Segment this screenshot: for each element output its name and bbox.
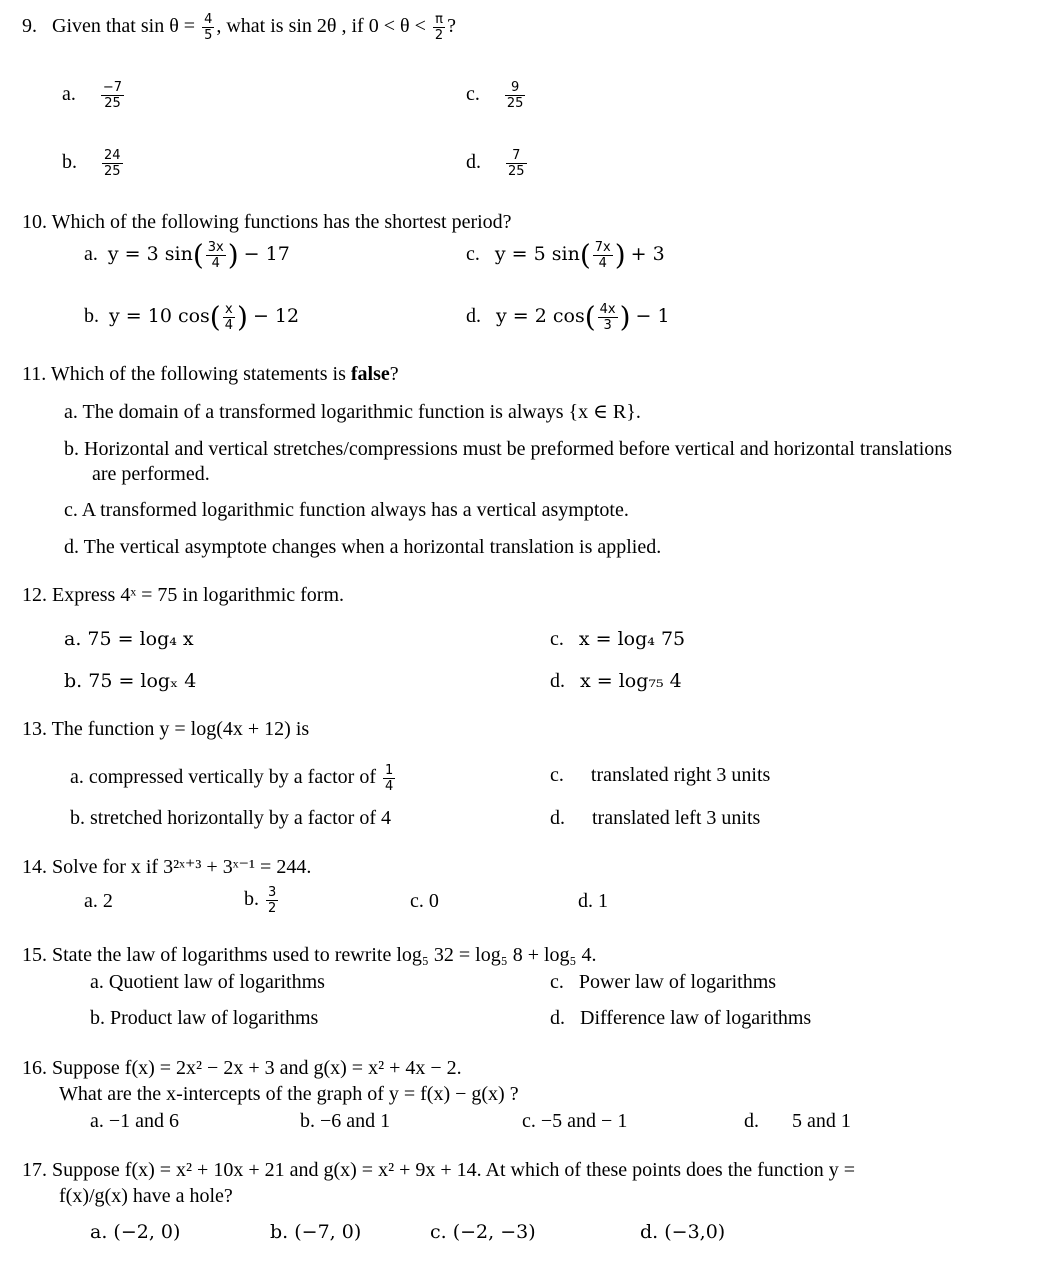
fraction: $\frac{3}{2}$: [268, 885, 277, 916]
option-text: Power law of logarithms: [578, 971, 777, 993]
equation: y = 2 cos: [496, 305, 585, 328]
question-11: [22, 362, 399, 386]
option-a[interactable]: a. 75 = log₄ x: [64, 628, 194, 650]
question-text: Which of the following functions has the shortest period?: [51, 211, 512, 233]
option-letter: d.: [744, 1110, 759, 1132]
fraction: $\frac{\pi}{2}$: [434, 12, 444, 43]
equation: y = 3 sin: [107, 243, 193, 266]
option-b[interactable]: b. Product law of logarithms: [90, 1007, 319, 1029]
option-d[interactable]: d. The vertical asymptote changes when a horizontal translation is applied.: [64, 536, 662, 558]
option-a[interactable]: a. −1 and 6: [90, 1110, 180, 1132]
question-17: [22, 1158, 855, 1182]
option-b[interactable]: b. (−7, 0): [270, 1221, 362, 1243]
question-number: 12.: [22, 584, 47, 606]
option-text: Difference law of logarithms: [580, 1007, 812, 1029]
option-b[interactable]: b. Horizontal and vertical stretches/compressions must be preformed before vertical and horizontal translations: [64, 438, 953, 460]
question-12: [22, 583, 344, 607]
option-a[interactable]: a. 2: [84, 890, 113, 912]
option-a[interactable]: [70, 763, 397, 794]
option-b[interactable]: b. stretched horizontally by a factor of 4: [70, 807, 391, 829]
option-letter: a.: [84, 243, 98, 266]
option-letter: c.: [550, 971, 564, 993]
option-a[interactable]: a. The domain of a transformed logarithmic function is always {x ∈ R}.: [64, 401, 641, 423]
option-letter: a.: [62, 83, 76, 106]
equation: − 12: [252, 305, 300, 328]
question-17-line-2: f(x)/g(x) have a hole?: [59, 1185, 233, 1207]
question-number: 11.: [22, 363, 47, 385]
fraction: $\frac{9}{25}$: [506, 80, 524, 111]
emphasis: false: [350, 363, 390, 385]
question-end: ?: [447, 15, 457, 38]
option-text: 5 and 1: [792, 1110, 851, 1132]
question-number: 15.: [22, 944, 47, 966]
option-text: translated right 3 units: [590, 764, 771, 786]
option-letter: d.: [550, 1007, 565, 1029]
equation: + 3: [630, 243, 665, 266]
option-d[interactable]: d. (−3,0): [640, 1221, 726, 1243]
option-text: translated left 3 units: [592, 807, 761, 829]
question-text: , what is sin 2θ , if 0 < θ <: [216, 15, 426, 38]
option-b[interactable]: b. y = 10 cos( $\frac{x}{4}$ ) − 12: [84, 300, 300, 334]
question-14: [22, 855, 311, 879]
question-text: State the law of logarithms used to rewrite log₅ 32 = log₅ 8 + log₅ 4.: [52, 944, 597, 966]
equation: x = log₇₅ 4: [580, 670, 682, 692]
question-text: Suppose f(x) = 2x² − 2x + 3 and g(x) = x² + 4x − 2.: [52, 1057, 462, 1079]
question-text: Which of the following statements is: [50, 363, 346, 385]
option-b[interactable]: [62, 148, 125, 179]
option-b[interactable]: b. −6 and 1: [300, 1110, 391, 1132]
question-number: 14.: [22, 856, 47, 878]
fraction: $\frac{3x}{4}$: [207, 240, 224, 271]
question-number: 10.: [22, 211, 47, 233]
option-b-continued[interactable]: are performed.: [92, 463, 210, 485]
option-letter: d.: [466, 305, 481, 328]
option-c[interactable]: c. y = 5 sin( $\frac{7x}{4}$ ) + 3: [466, 238, 665, 272]
question-number: 9.: [22, 15, 37, 38]
option-d[interactable]: [550, 1006, 811, 1030]
option-c[interactable]: [550, 627, 685, 651]
fraction: $\frac{7}{25}$: [508, 148, 525, 179]
option-letter: d.: [466, 151, 481, 174]
option-letter: c.: [550, 764, 564, 786]
option-a[interactable]: a. y = 3 sin( $\frac{3x}{4}$ ) − 17: [84, 238, 290, 272]
fraction: $\frac{x}{4}$: [224, 302, 233, 333]
option-letter: c.: [466, 243, 480, 266]
question-text: Suppose f(x) = x² + 10x + 21 and g(x) = x² + 9x + 14. At which of these points does the function y =: [52, 1159, 856, 1181]
option-letter: d.: [550, 807, 565, 829]
option-d[interactable]: [466, 148, 529, 179]
question-number: 13.: [22, 718, 47, 740]
option-d[interactable]: d. 1: [578, 890, 608, 912]
option-letter: c.: [550, 628, 564, 650]
option-c[interactable]: [550, 763, 770, 787]
fraction: $\frac{-7}{25}$: [102, 80, 123, 111]
equation: y = 10 cos: [109, 305, 210, 328]
option-a[interactable]: [62, 80, 126, 111]
question-15: [22, 943, 597, 967]
fraction: $\frac{4}{5}$: [204, 12, 213, 43]
question-text: Given that sin θ =: [52, 15, 196, 38]
question-end: ?: [389, 363, 399, 385]
option-letter: c.: [466, 83, 480, 106]
fraction: $\frac{24}{25}$: [104, 148, 121, 179]
question-16: [22, 1056, 462, 1080]
option-letter: d.: [550, 670, 565, 692]
option-c[interactable]: c. 0: [410, 890, 439, 912]
option-a[interactable]: a. Quotient law of logarithms: [90, 971, 325, 993]
question-text: The function y = log(4x + 12) is: [51, 718, 310, 740]
option-c[interactable]: c. −5 and − 1: [522, 1110, 628, 1132]
equation: − 1: [635, 305, 670, 328]
option-letter: b.: [244, 888, 259, 911]
fraction: $\frac{4x}{3}$: [599, 302, 616, 333]
equation: y = 5 sin: [494, 243, 580, 266]
fraction: $\frac{7x}{4}$: [594, 240, 611, 271]
option-c[interactable]: c. A transformed logarithmic function always has a vertical asymptote.: [64, 499, 629, 521]
option-d[interactable]: [550, 669, 682, 693]
question-text: Express 4ˣ = 75 in logarithmic form.: [52, 584, 345, 606]
option-letter: b.: [84, 305, 99, 328]
option-text: a. compressed vertically by a factor of: [70, 766, 376, 789]
option-letter: b.: [62, 151, 77, 174]
question-13: [22, 717, 309, 741]
question-9: [22, 12, 456, 43]
question-text: Solve for x if 3²ˣ⁺³ + 3ˣ⁻¹ = 244.: [52, 856, 312, 878]
option-c[interactable]: c. (−2, −3): [430, 1221, 536, 1243]
option-b[interactable]: b. 75 = logₓ 4: [64, 670, 197, 692]
option-d[interactable]: [550, 806, 760, 830]
option-c[interactable]: [466, 80, 527, 111]
question-10: [22, 210, 512, 234]
option-a[interactable]: a. (−2, 0): [90, 1221, 181, 1243]
option-b[interactable]: [244, 885, 280, 916]
option-c[interactable]: [550, 970, 776, 994]
fraction: $\frac{1}{4}$: [384, 763, 394, 794]
equation: − 17: [243, 243, 290, 266]
question-number: 16.: [22, 1057, 47, 1079]
question-number: 17.: [22, 1159, 47, 1181]
equation: x = log₄ 75: [578, 628, 686, 650]
option-d[interactable]: [744, 1109, 851, 1133]
option-d[interactable]: d. y = 2 cos( $\frac{4x}{3}$ ) − 1: [466, 300, 670, 334]
question-16-line-2: What are the x-intercepts of the graph of y = f(x) − g(x) ?: [59, 1083, 519, 1105]
